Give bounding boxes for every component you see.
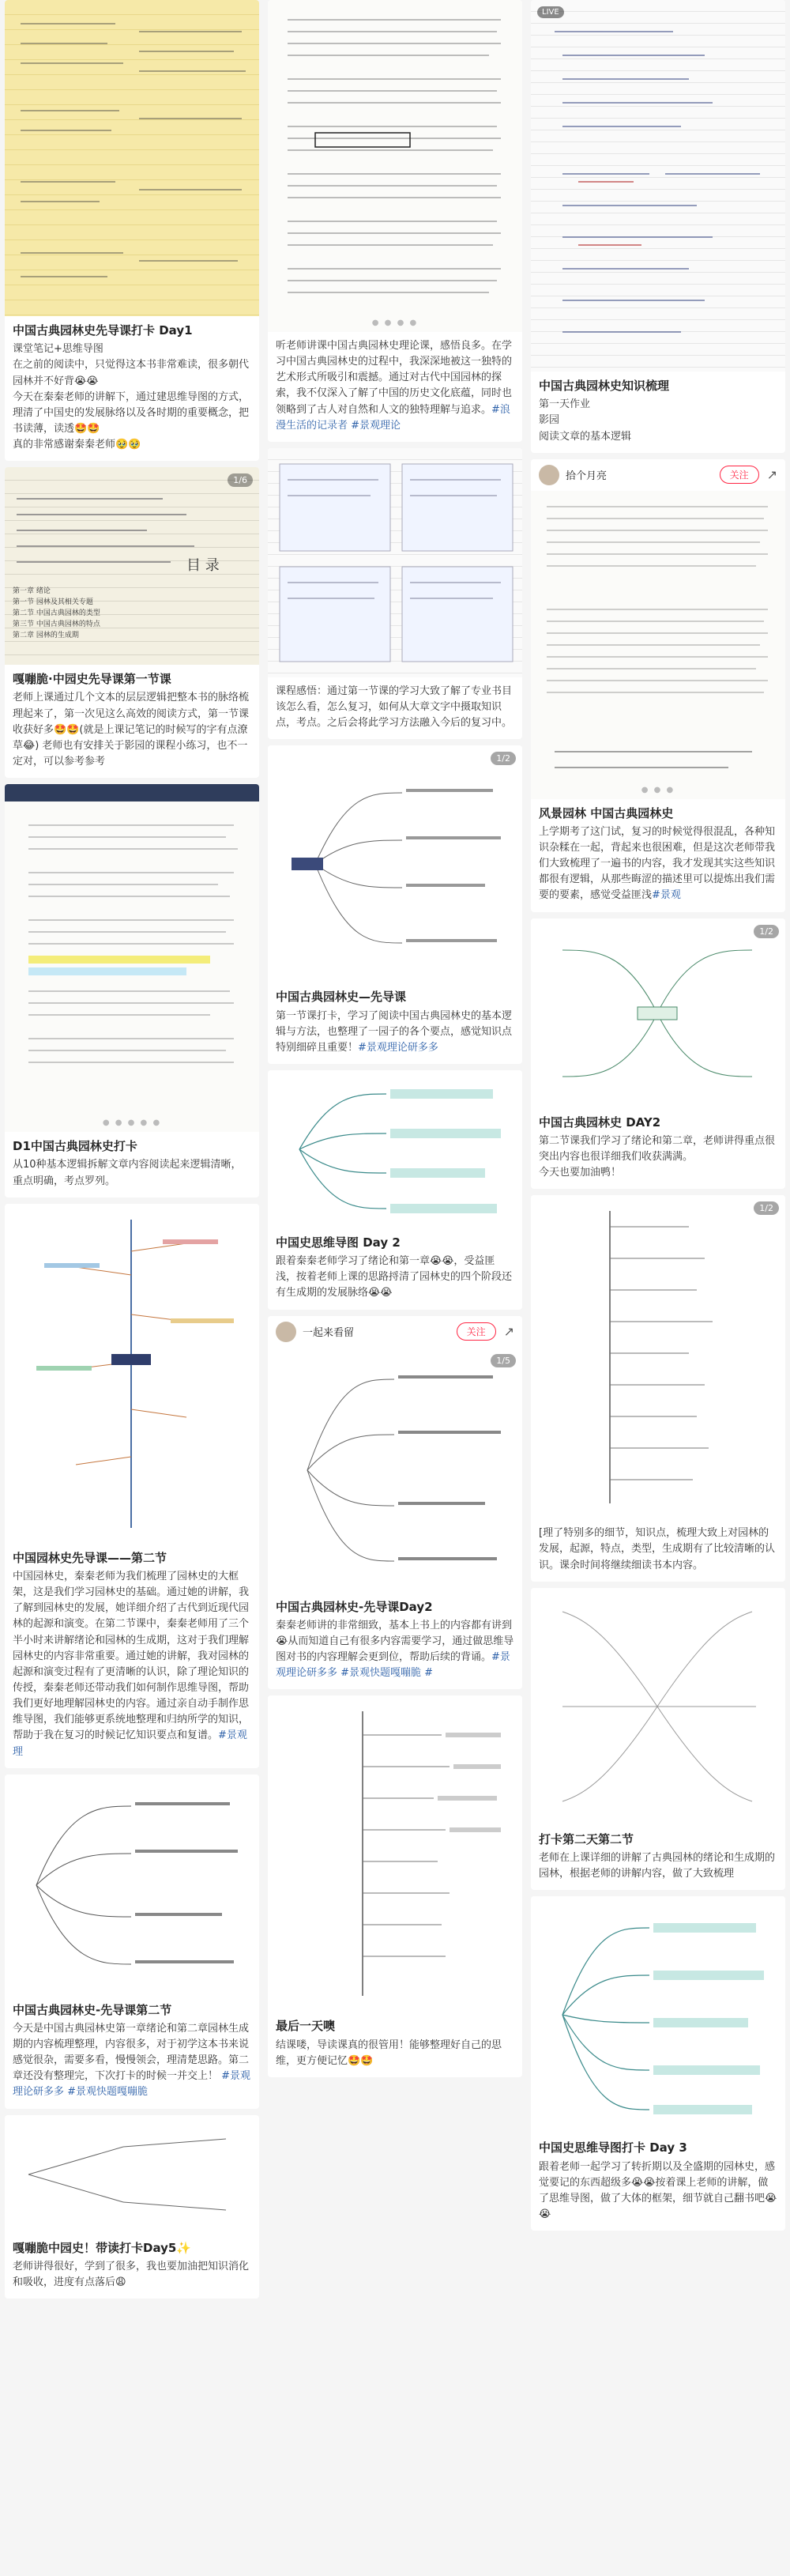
post-image-mindmap[interactable] — [5, 2115, 259, 2234]
chapter-mark: 目 录 — [186, 557, 220, 575]
post-card[interactable] — [5, 784, 259, 1197]
post-title: 打卡第二天第二节 — [539, 1831, 634, 1846]
post-image-mindmap[interactable] — [5, 1204, 259, 1544]
post-card[interactable] — [5, 0, 259, 461]
post-title: 中国古典园林史知识梳理 — [539, 379, 670, 393]
post-card[interactable] — [531, 918, 785, 1190]
document-toolbar — [5, 784, 259, 801]
post-card[interactable] — [5, 2115, 259, 2299]
author-name[interactable]: 一起来看留 — [303, 1327, 355, 1340]
post-text-main: 秦秦老师讲的非常细致，基本上书上的内容都有讲到😭从而知道自己有很多内容需要学习，通过做思维导图对书的内容理解会更到位，帮助后续的背诵。 — [276, 1619, 514, 1664]
post-text — [5, 1569, 259, 1768]
post-title: 嘎嘣脆·中园史先导课第一节课 — [13, 672, 171, 687]
post-image-mindmap[interactable] — [268, 1695, 522, 2012]
post-image-mindmap[interactable] — [268, 1348, 522, 1593]
post-title: 中国史思维导图 Day 2 — [276, 1235, 401, 1250]
post-text — [5, 2021, 259, 2109]
post-image-document[interactable] — [531, 491, 785, 799]
post-text: 跟着秦秦老师学习了绪论和第一章😭😭，受益匪浅，按着老师上课的思路捋清了园林史的四个阶段还有生成期的发展脉络😭😭 — [276, 1255, 513, 1299]
hashtag[interactable]: #浪漫生活的记录者 #景观理论 — [276, 403, 510, 432]
avatar[interactable] — [539, 465, 559, 485]
post-title: 中国园林史先导课——第二节 — [13, 1550, 167, 1565]
post-title: 中国古典园林史—先导课 — [276, 990, 407, 1005]
mindmap-drawing — [5, 1775, 259, 1996]
post-text — [531, 824, 785, 912]
chapter-row: 第二章 园林的生成期 — [13, 632, 79, 640]
post-text-main: 中国园林史，秦秦老师为我们梳理了园林史的大框架，这是我们学习园林史的基础。通过她的讲解，我了解到园林史的发展，她详细介绍了古代到近现代园林的起源和演变。在第二节课中，秦秦老师用了三个半小时来讲解绪论和园林的生成期，这对于我们理解园林史的内容非常重要。通过她的讲解，我对园林的起源和演变过程有了更清晰的认识，除了理论知识的传授，秦秦老师还带动我们如何制作思维导图，帮助我们更好地理解园林史的内容。通过亲自动手制作思维导图，我们能够更系统地整理和归纳所学的知识，帮助于我在复习的时候记忆知识要点和复谱。 — [13, 1570, 250, 1742]
post-title: 最后一天噢 — [276, 2019, 336, 2034]
hashtag[interactable]: #景观理论研多多 — [358, 1041, 438, 1054]
mindmap-drawing — [531, 1588, 785, 1825]
post-title: 嘎嘣脆中园史！带读打卡Day5✨ — [13, 2240, 192, 2255]
post-title: 中国古典园林史-先导课第二节 — [13, 2002, 172, 2017]
handwriting-lines — [268, 448, 522, 677]
post-text: 结课喽，导读课真的很管用！能够整理好自己的思维，更方便记忆🤩🤩 — [276, 2039, 502, 2067]
image-counter: 1/5 — [491, 1354, 516, 1367]
mindmap-drawing — [5, 1204, 259, 1544]
post-text — [268, 1618, 522, 1690]
post-image-mindmap[interactable] — [531, 1195, 785, 1519]
post-image-mindmap[interactable] — [531, 918, 785, 1108]
profile-bar — [531, 459, 785, 491]
post-text-main: 上学期考了这门试，复习的时候觉得很混乱，各种知识杂糅在一起，背起来也很困难，但是这次老师带我们大致梳理了一遍书的内容，我才发现其实这些知识都很有逻辑，从那些晦涩的描述里可以提炼出我们需要的要素，感觉受益匪浅 — [539, 825, 776, 902]
post-text — [268, 332, 522, 442]
post-image-notebook[interactable] — [5, 0, 259, 316]
post-text: 老师讲得很好，学到了很多，我也要加油把知识消化和吸收，进度有点落后😩 — [13, 2260, 250, 2288]
post-card[interactable] — [531, 1896, 785, 2231]
post-text-main: 听老师讲课中国古典园林史理论课，感悟良多。在学习中国古典园林史的过程中，我深深地被这一独特的艺术形式所吸引和震撼。通过对古代中国园林的探索，我不仅深入了解了中国的历史文化底蕴，同时也领略到了古人对自然和人文的独特理解与追求。 — [276, 340, 513, 416]
post-image-mindmap[interactable] — [531, 1896, 785, 2133]
post-title: 中国古典园林史 DAY2 — [539, 1115, 661, 1130]
hashtag[interactable]: #景观 — [652, 889, 681, 902]
post-title: 中国古典园林史先导课打卡 Day1 — [13, 323, 193, 338]
post-card[interactable] — [268, 1316, 522, 1690]
post-text: 课堂笔记+思维导图 在之前的阅读中，只觉得这本书非常难读，很多朝代园林并不好背😭😭 今天在秦秦老师的讲解下，通过建思维导图的方式，理清了中国史的发展脉络以及各时期的重要概念，把书读薄，读透🤩🤩 真的非常感谢秦秦老师🥹🥹 — [13, 343, 250, 451]
carousel-dots: ● ● ● — [641, 785, 675, 794]
post-card[interactable] — [5, 1775, 259, 2109]
post-card[interactable] — [531, 1588, 785, 1891]
post-text: 从10种基本逻辑拆解文章内容阅读起来逻辑清晰，重点明确，考点罗列。 — [13, 1159, 242, 1187]
post-text-main: 第一节课打卡，学习了阅读中国古典园林史的基本逻辑与方法，也整理了一园子的各个要点，感觉知识点特别细碎且重要！ — [276, 1009, 513, 1054]
carousel-dots: ● ● ● ● ● — [102, 1118, 162, 1128]
profile-bar — [268, 1316, 522, 1348]
mindmap-drawing — [531, 918, 785, 1108]
carousel-dots: ● ● ● ● — [371, 319, 419, 327]
post-image-document[interactable] — [5, 784, 259, 1132]
share-icon[interactable]: ↗ — [766, 467, 777, 483]
post-text: 第二节课我们学习了绪论和第二章，老师讲得重点很突出内容也很详细我们收获满满。 今天也要加油鸭！ — [539, 1134, 776, 1179]
post-text: 课程感悟：通过第一节课的学习大致了解了专业书目该怎么看，怎么复习，如何从大章文字中摄取知识点，考点。之后会将此学习方法融入今后的复习中。 — [276, 685, 513, 730]
post-title: 中国史思维导图打卡 Day 3 — [539, 2140, 687, 2155]
post-card[interactable] — [268, 0, 522, 442]
post-text-main: 今天是中国古典园林史第一章绪论和第二章园林生成期的内容梳理整理，内容很多，对于初学这本书来说感觉很杂，需要多看，慢慢领会，理清楚思路。第二章还没有整理完，下次打卡的时候一并交上！ — [13, 2022, 250, 2083]
mindmap-drawing — [268, 1348, 522, 1593]
follow-button[interactable]: 关注 — [720, 466, 759, 484]
image-counter: 1/2 — [754, 1201, 779, 1215]
post-text: [理了特别多的细节，知识点，梳理大致上对园林的发展，起源，特点，类型，生成期有了比较清晰的认识。课余时间将继续细读书本内容。 — [539, 1527, 776, 1571]
post-card[interactable] — [268, 745, 522, 1064]
post-text: 老师在上课详细的讲解了古典园林的绪论和生成期的园林，根据老师的讲解内容，做了大致梳理 — [539, 1851, 776, 1880]
chapter-row: 第二节 中国古典园林的类型 — [13, 609, 100, 618]
hashtag[interactable]: #景观理论研多多 #景观快题嘎嘣脆 # — [276, 1651, 510, 1680]
post-title: 中国古典园林史-先导课Day2 — [276, 1599, 433, 1614]
mindmap-drawing — [531, 1195, 785, 1519]
post-title: D1中国古典园林史打卡 — [13, 1139, 137, 1154]
share-icon[interactable]: ↗ — [503, 1324, 514, 1340]
chapter-row: 第一节 园林及其相关专题 — [13, 598, 93, 607]
image-counter: 1/2 — [754, 925, 779, 938]
post-image-notebook[interactable] — [268, 448, 522, 677]
post-card[interactable] — [268, 1070, 522, 1310]
post-text: 跟着老师一起学习了转折期以及全盛期的园林史，感觉要记的东西超级多😭😭按着课上老师的讲解，做了思维导图，做了大体的框架，细节就自己翻书吧😭😭 — [539, 2160, 777, 2220]
post-card[interactable] — [5, 1204, 259, 1768]
chapter-row: 第三节 中国古典园林的特点 — [13, 620, 100, 629]
follow-button[interactable]: 关注 — [457, 1322, 496, 1341]
image-counter: 1/6 — [228, 473, 253, 487]
post-card[interactable] — [268, 1695, 522, 2077]
mindmap-drawing — [531, 1896, 785, 2133]
notebook-scribbles — [5, 0, 259, 316]
post-card[interactable] — [5, 467, 259, 778]
hashtag[interactable]: #景观理论研多多 #景观快题嘎嘣脆 — [13, 2070, 251, 2099]
post-image-mindmap[interactable] — [531, 1588, 785, 1825]
post-image-mindmap[interactable] — [268, 1070, 522, 1228]
post-image-document[interactable] — [268, 0, 522, 332]
mindmap-drawing — [268, 1070, 522, 1228]
post-card[interactable] — [531, 1195, 785, 1581]
post-text: 老师上课通过几个文本的层层逻辑把整本书的脉络梳理起来了，第一次见这么高效的阅读方式，第一节课收获好多🤩🤩(就是上课记笔记的时候写的字有点潦草😂) 老师也有安排关于影园的课程小练习，也不一定对，可以参考参考 — [13, 692, 250, 768]
document-lines — [5, 801, 259, 1132]
post-title: 风景园林 中国古典园林史 — [539, 805, 674, 820]
image-counter: 1/2 — [491, 752, 516, 765]
document-lines — [268, 0, 522, 332]
mindmap-drawing — [268, 745, 522, 983]
avatar[interactable] — [276, 1322, 296, 1342]
hashtag[interactable]: #景观理 — [13, 1729, 247, 1758]
live-badge: LIVE — [537, 6, 564, 18]
mindmap-drawing — [268, 1695, 522, 2012]
post-card[interactable] — [531, 459, 785, 912]
post-image-notebook[interactable] — [5, 467, 259, 665]
post-image-mindmap[interactable] — [268, 745, 522, 983]
post-text: 第一天作业 影园 阅读文章的基本逻辑 — [539, 398, 632, 443]
post-card[interactable] — [531, 0, 785, 453]
chapter-row: 第一章 绪论 — [13, 587, 51, 596]
post-text — [268, 1009, 522, 1064]
post-image-mindmap[interactable] — [5, 1775, 259, 1996]
document-lines — [531, 491, 785, 799]
mindmap-drawing — [5, 2115, 259, 2234]
post-card[interactable] — [268, 448, 522, 739]
author-name[interactable]: 拾个月亮 — [566, 470, 608, 483]
post-image-notebook[interactable] — [531, 0, 785, 372]
chapter-list — [13, 586, 100, 641]
handwriting-lines — [531, 0, 785, 372]
